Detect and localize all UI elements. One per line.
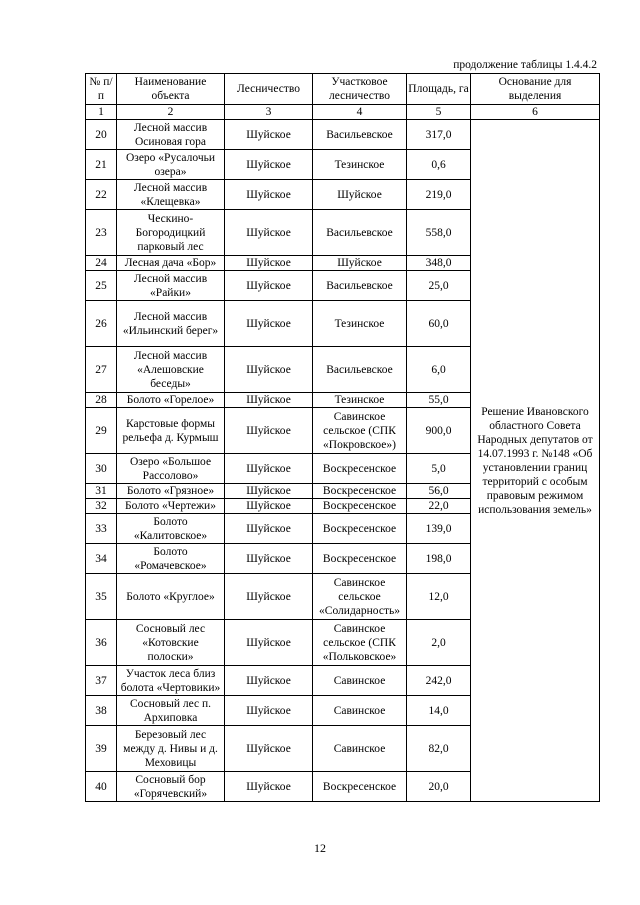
object-name: Лесной массив «Алешовские беседы» (117, 347, 225, 393)
object-name: Участок леса близ болота «Чертовики» (117, 666, 225, 696)
row-number: 40 (86, 772, 117, 802)
column-number-row (86, 105, 600, 120)
object-name: Лесной массив «Клещевка» (117, 180, 225, 210)
area: 82,0 (407, 726, 471, 772)
column-number: 4 (313, 105, 407, 120)
object-name: Березовый лес между д. Нивы и д. Меховицы (117, 726, 225, 772)
area: 317,0 (407, 120, 471, 150)
area: 242,0 (407, 666, 471, 696)
district-forestry: Тезинское (313, 301, 407, 347)
row-number: 20 (86, 120, 117, 150)
object-name: Болото «Грязное» (117, 484, 225, 499)
area: 5,0 (407, 454, 471, 484)
forestry: Шуйское (225, 347, 313, 393)
district-forestry: Савинское (313, 726, 407, 772)
objects-table (85, 73, 600, 802)
forestry: Шуйское (225, 514, 313, 544)
header-name: Наименование объекта (117, 74, 225, 105)
district-forestry: Воскресенское (313, 772, 407, 802)
row-number: 25 (86, 271, 117, 301)
forestry: Шуйское (225, 301, 313, 347)
district-forestry: Васильевское (313, 210, 407, 256)
header-forestry: Лесничество (225, 74, 313, 105)
header-basis: Основание для выделения (471, 74, 600, 105)
forestry: Шуйское (225, 408, 313, 454)
forestry: Шуйское (225, 256, 313, 271)
district-forestry: Васильевское (313, 120, 407, 150)
row-number: 22 (86, 180, 117, 210)
district-forestry: Васильевское (313, 347, 407, 393)
header-area: Площадь, га (407, 74, 471, 105)
district-forestry: Васильевское (313, 271, 407, 301)
forestry: Шуйское (225, 620, 313, 666)
page-number: 12 (314, 841, 326, 855)
forestry: Шуйское (225, 120, 313, 150)
district-forestry: Савинское (313, 666, 407, 696)
district-forestry: Савинское (313, 696, 407, 726)
forestry: Шуйское (225, 484, 313, 499)
area: 6,0 (407, 347, 471, 393)
object-name: Сосновый лес «Котовские полоски» (117, 620, 225, 666)
header-district: Участковое лесничество (313, 74, 407, 105)
row-number: 36 (86, 620, 117, 666)
row-number: 39 (86, 726, 117, 772)
area: 55,0 (407, 393, 471, 408)
column-number: 3 (225, 105, 313, 120)
column-number: 6 (471, 105, 600, 120)
forestry: Шуйское (225, 574, 313, 620)
forestry: Шуйское (225, 271, 313, 301)
district-forestry: Воскресенское (313, 544, 407, 574)
area: 900,0 (407, 408, 471, 454)
object-name: Болото «Калитовское» (117, 514, 225, 544)
area: 20,0 (407, 772, 471, 802)
object-name: Болото «Чертежи» (117, 499, 225, 514)
row-number: 28 (86, 393, 117, 408)
area: 558,0 (407, 210, 471, 256)
header-row (86, 74, 600, 105)
forestry: Шуйское (225, 544, 313, 574)
column-number: 2 (117, 105, 225, 120)
object-name: Озеро «Большое Рассолово» (117, 454, 225, 484)
forestry: Шуйское (225, 150, 313, 180)
object-name: Лесной массив Осиновая гора (117, 120, 225, 150)
object-name: Болото «Круглое» (117, 574, 225, 620)
forestry: Шуйское (225, 696, 313, 726)
area: 139,0 (407, 514, 471, 544)
area: 12,0 (407, 574, 471, 620)
row-number: 27 (86, 347, 117, 393)
row-number: 32 (86, 499, 117, 514)
row-number: 31 (86, 484, 117, 499)
header-number: № п/п (86, 74, 117, 105)
district-forestry: Воскресенское (313, 499, 407, 514)
district-forestry: Шуйское (313, 256, 407, 271)
row-number: 24 (86, 256, 117, 271)
row-number: 37 (86, 666, 117, 696)
district-forestry: Воскресенское (313, 514, 407, 544)
forestry: Шуйское (225, 666, 313, 696)
row-number: 35 (86, 574, 117, 620)
area: 25,0 (407, 271, 471, 301)
forestry: Шуйское (225, 393, 313, 408)
forestry: Шуйское (225, 180, 313, 210)
area: 22,0 (407, 499, 471, 514)
area: 219,0 (407, 180, 471, 210)
object-name: Лесной массив «Райки» (117, 271, 225, 301)
area: 348,0 (407, 256, 471, 271)
area: 60,0 (407, 301, 471, 347)
district-forestry: Савинское сельское (СПК «Польковское» (313, 620, 407, 666)
area: 14,0 (407, 696, 471, 726)
row-number: 21 (86, 150, 117, 180)
area: 0,6 (407, 150, 471, 180)
column-number: 1 (86, 105, 117, 120)
row-number: 26 (86, 301, 117, 347)
object-name: Ческино-Богородицкий парковый лес (117, 210, 225, 256)
area: 198,0 (407, 544, 471, 574)
district-forestry: Шуйское (313, 180, 407, 210)
area: 2,0 (407, 620, 471, 666)
district-forestry: Тезинское (313, 150, 407, 180)
basis-text: Решение Ивановского областного Совета Народных депутатов от 14.07.1993 г. №148 «Об установлении границ территорий с особым правовым режимом использования земель» (471, 120, 600, 802)
object-name: Лесная дача «Бор» (117, 256, 225, 271)
row-number: 30 (86, 454, 117, 484)
object-name: Болото «Ромачевское» (117, 544, 225, 574)
forestry: Шуйское (225, 726, 313, 772)
district-forestry: Тезинское (313, 393, 407, 408)
row-number: 38 (86, 696, 117, 726)
row-number: 23 (86, 210, 117, 256)
district-forestry: Воскресенское (313, 454, 407, 484)
object-name: Карстовые формы рельефа д. Курмыш (117, 408, 225, 454)
forestry: Шуйское (225, 454, 313, 484)
area: 56,0 (407, 484, 471, 499)
row-number: 34 (86, 544, 117, 574)
table-caption: продолжение таблицы 1.4.4.2 (453, 59, 597, 71)
forestry: Шуйское (225, 499, 313, 514)
object-name: Лесной массив «Ильинский берег» (117, 301, 225, 347)
row-number: 33 (86, 514, 117, 544)
object-name: Сосновый лес п. Архиповка (117, 696, 225, 726)
row-number: 29 (86, 408, 117, 454)
district-forestry: Воскресенское (313, 484, 407, 499)
object-name: Сосновый бор «Горячевский» (117, 772, 225, 802)
forestry: Шуйское (225, 772, 313, 802)
table-row (86, 120, 600, 150)
object-name: Озеро «Русалочьи озера» (117, 150, 225, 180)
object-name: Болото «Горелое» (117, 393, 225, 408)
column-number: 5 (407, 105, 471, 120)
forestry: Шуйское (225, 210, 313, 256)
district-forestry: Савинское сельское (СПК «Покровское») (313, 408, 407, 454)
district-forestry: Савинское сельское «Солидарность» (313, 574, 407, 620)
